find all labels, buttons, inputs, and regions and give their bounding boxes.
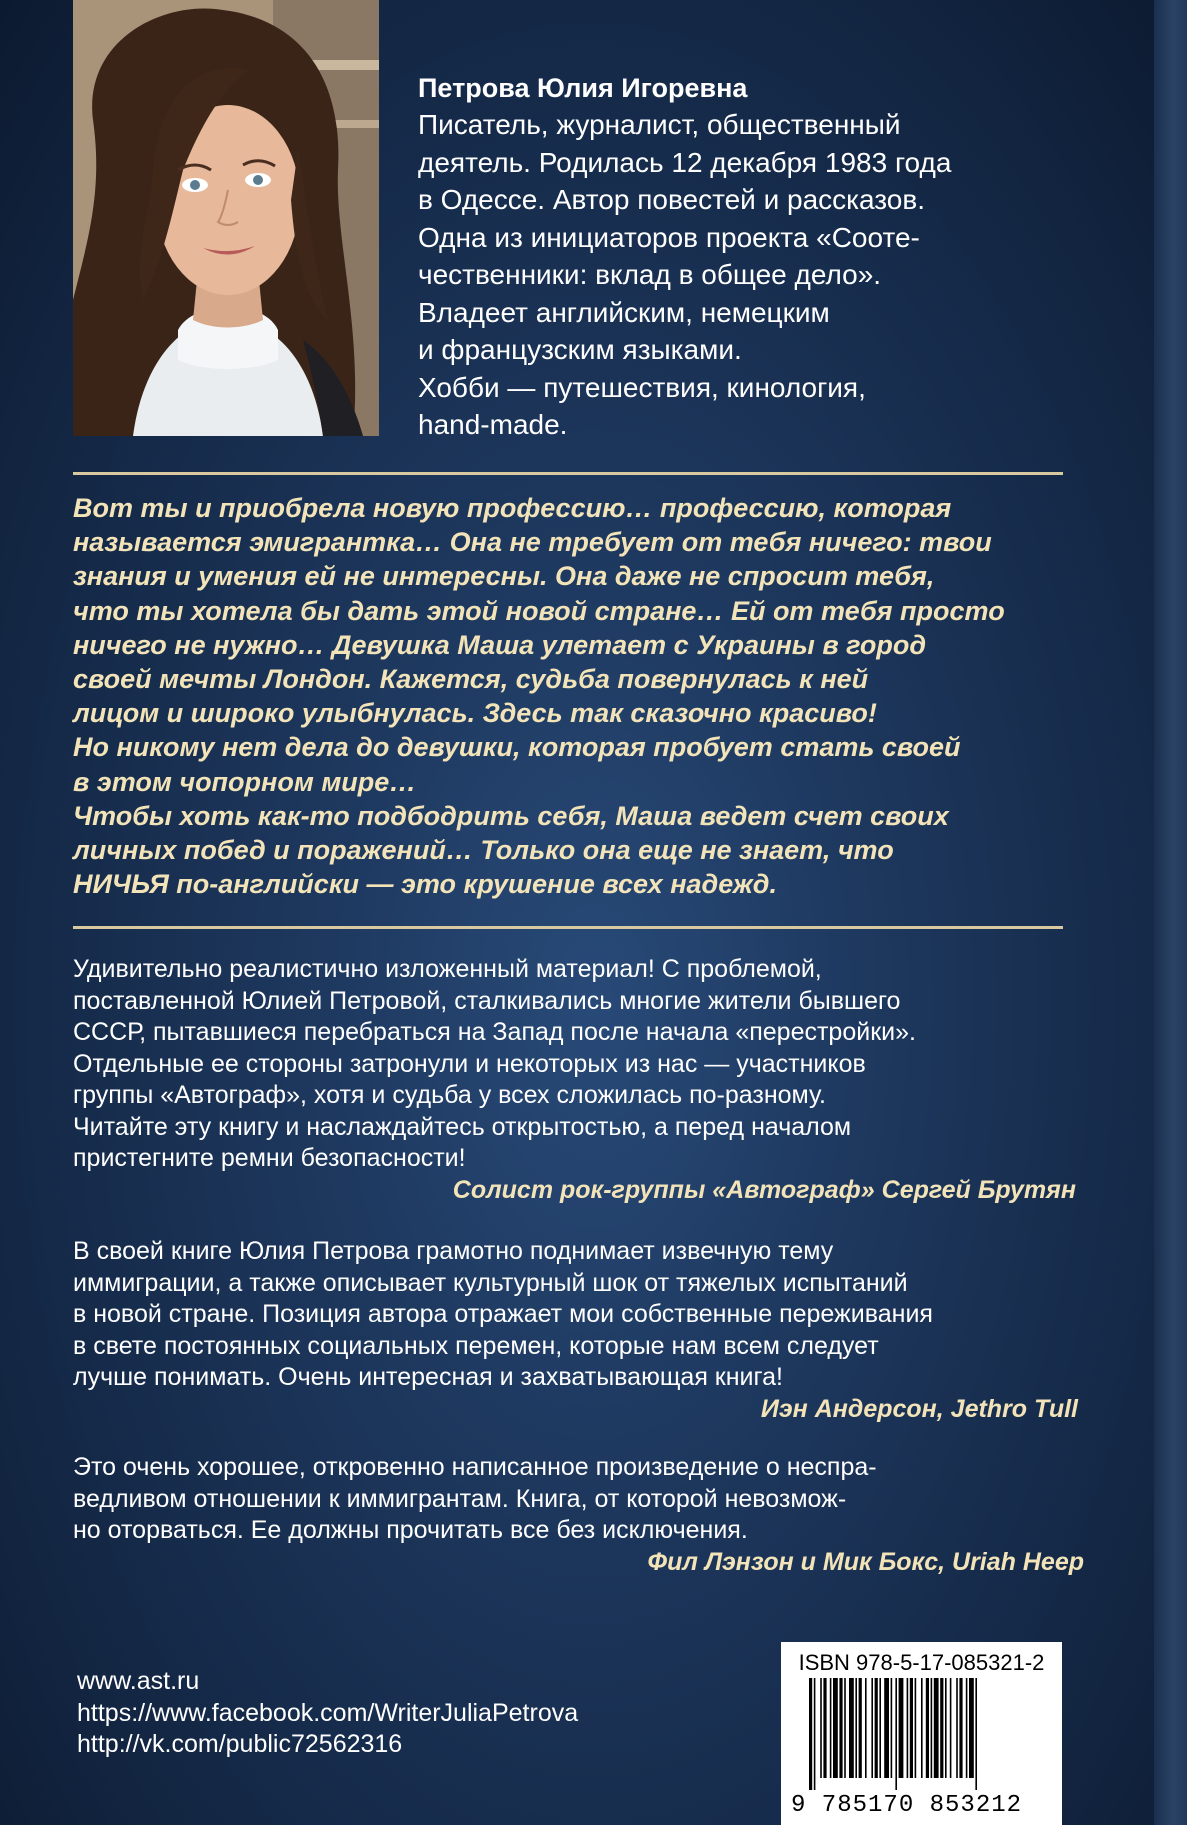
review-attribution: Фил Лэнзон и Мик Бокс, Uriah Heep (647, 1547, 1084, 1576)
barcode-bar (833, 1678, 838, 1778)
review-line: в новой стране. Позиция автора отражает мои собственные переживания (73, 1300, 933, 1328)
blurb-line: знания и умения ей не интересны. Она даже не спросит тебя, (73, 561, 935, 592)
barcode-bar (820, 1678, 822, 1778)
link-facebook[interactable]: https://www.facebook.com/WriterJuliaPetrova (77, 1698, 579, 1727)
barcode-bar (934, 1678, 939, 1778)
review-line: иммиграции, а также описывает культурный шок от тяжелых испытаний (73, 1268, 908, 1297)
spine-edge (1154, 0, 1187, 1825)
barcode-bar (871, 1678, 873, 1778)
barcode-bar (910, 1678, 913, 1778)
portrait-illustration (73, 0, 379, 436)
review-attribution: Иэн Андерсон, Jethro Tull (760, 1394, 1078, 1423)
review-line: ведливом отношении к иммигрантам. Книга, от которой невозмож- (73, 1484, 847, 1513)
barcode-bar (830, 1678, 832, 1778)
blurb-line: личных побед и поражений… Только она еще не знает, что (73, 835, 894, 866)
barcode-bar (969, 1678, 974, 1778)
barcode-bar (809, 1678, 812, 1790)
top-divider (73, 472, 1063, 475)
blurb-line: что ты хотела бы дать этой новой стране… Ей от тебя просто (73, 595, 1005, 626)
review-attribution: Солист рок-группы «Автограф» Сергей Брутян (452, 1175, 1076, 1204)
link-ast[interactable]: www.ast.ru (77, 1667, 200, 1695)
barcode-bar (907, 1678, 909, 1778)
review-line: Отдельные ее стороны затронули и некоторых из нас — участников (73, 1049, 866, 1078)
bio-line: Хобби — путешествия, кинология, (418, 371, 866, 403)
publisher-links (77, 1666, 578, 1761)
review-jethro-tull (73, 1236, 1093, 1425)
barcode-bar (915, 1678, 917, 1778)
review-line: пристегните ремни безопасности! (73, 1144, 466, 1172)
barcode-bar (875, 1678, 878, 1778)
barcode-bar (899, 1678, 904, 1778)
review-line: Читайте эту книгу и наслаждайтесь открытостью, а перед началом (73, 1112, 852, 1141)
barcode-bar (921, 1678, 923, 1778)
author-photo (73, 0, 379, 436)
review-line: В своей книге Юлия Петрова грамотно поднимает извечную тему (73, 1237, 834, 1265)
isbn-barcode (781, 1642, 1062, 1825)
review-autograf (73, 954, 1093, 1206)
blurb-line: Вот ты и приобрела новую профессию… профессию, которая (73, 493, 952, 523)
blurb-line: называется эмигрантка… Она не требует от тебя ничего: твои (73, 527, 992, 558)
review-uriah-heep (73, 1452, 1093, 1578)
barcode-bar (940, 1678, 943, 1778)
barcode-bar (849, 1678, 854, 1778)
blurb-line: НИЧЬЯ по-английски — это крушение всех надежд. (73, 869, 777, 900)
review-line: лучше понимать. Очень интересная и захватывающая книга! (73, 1363, 783, 1391)
barcode-bar (844, 1678, 846, 1778)
bio-line: в Одессе. Автор повестей и рассказов. (418, 184, 926, 215)
barcode-bar (895, 1678, 897, 1790)
blurb-line: в этом чопорном мире… (73, 766, 417, 797)
barcode-bar (859, 1678, 862, 1778)
bio-line: Одна из инициаторов проекта «Сооте- (418, 221, 920, 253)
book-blurb (73, 491, 1073, 901)
blurb-line: ничего не нужно… Девушка Маша улетает с Украины в город (73, 629, 927, 660)
ean-digits: 9 785170 853212 (791, 1792, 1023, 1819)
barcode-bar (823, 1678, 826, 1778)
barcode-bar (931, 1678, 933, 1778)
bio-line: Владеет английским, немецким (418, 296, 830, 328)
blurb-line: Чтобы хоть как-то подбодрить себя, Маша ведет счет своих (73, 800, 949, 831)
bio-line: и французским языками. (418, 334, 742, 365)
isbn-label: ISBN 978-5-17-085321-2 (798, 1650, 1045, 1675)
review-line: но оторваться. Ее должны прочитать все без исключения. (73, 1516, 748, 1544)
bio-line: чественники: вклад в общее дело». (418, 259, 882, 290)
barcode-bars (809, 1678, 1039, 1790)
blurb-line: Но никому нет дела до девушки, которая пробует стать своей (73, 732, 961, 763)
bio-line: деятель. Родилась 12 декабря 1983 года (418, 146, 952, 178)
review-line: группы «Автограф», хотя и судьба у всех сложилась по-разному. (73, 1081, 826, 1109)
barcode-bar (959, 1678, 962, 1778)
blurb-line: лицом и широко улыбнулась. Здесь так сказочно красиво! (73, 698, 877, 729)
blurb-line: своей мечты Лондон. Кажется, судьба повернулась к ней (73, 664, 869, 695)
barcode-bar (884, 1678, 889, 1778)
link-vk[interactable]: http://vk.com/public72562316 (77, 1730, 403, 1758)
barcode-bar (879, 1678, 881, 1778)
bio-line: hand-made. (418, 409, 568, 440)
barcode-bar (950, 1678, 952, 1778)
review-line: в свете постоянных социальных перемен, которые нам всем следует (73, 1331, 879, 1360)
barcode-bar (956, 1678, 958, 1778)
author-name: Петрова Юлия Игоревна (418, 73, 748, 103)
barcode-bar (926, 1678, 929, 1778)
barcode-bar (891, 1678, 893, 1778)
barcode-bar (975, 1678, 977, 1790)
bottom-divider (73, 926, 1063, 929)
review-line: Удивительно реалистично изложенный материал! С проблемой, (73, 955, 822, 983)
bio-line: Писатель, журналист, общественный (418, 109, 901, 140)
barcode-bar (839, 1678, 842, 1778)
review-line: Это очень хорошее, откровенно написанное произведение о неспра- (73, 1453, 877, 1481)
review-line: СССР, пытавшиеся перебраться на Запад после начала «перестройки». (73, 1018, 916, 1046)
barcode-bar (814, 1678, 816, 1790)
barcode-bar (966, 1678, 968, 1778)
barcode-bar (945, 1678, 947, 1778)
review-line: поставленной Юлией Петровой, сталкивались многие жители бывшего (73, 986, 901, 1015)
barcode-bar (855, 1678, 857, 1778)
barcode-bar (865, 1678, 867, 1778)
author-bio (418, 106, 1058, 444)
